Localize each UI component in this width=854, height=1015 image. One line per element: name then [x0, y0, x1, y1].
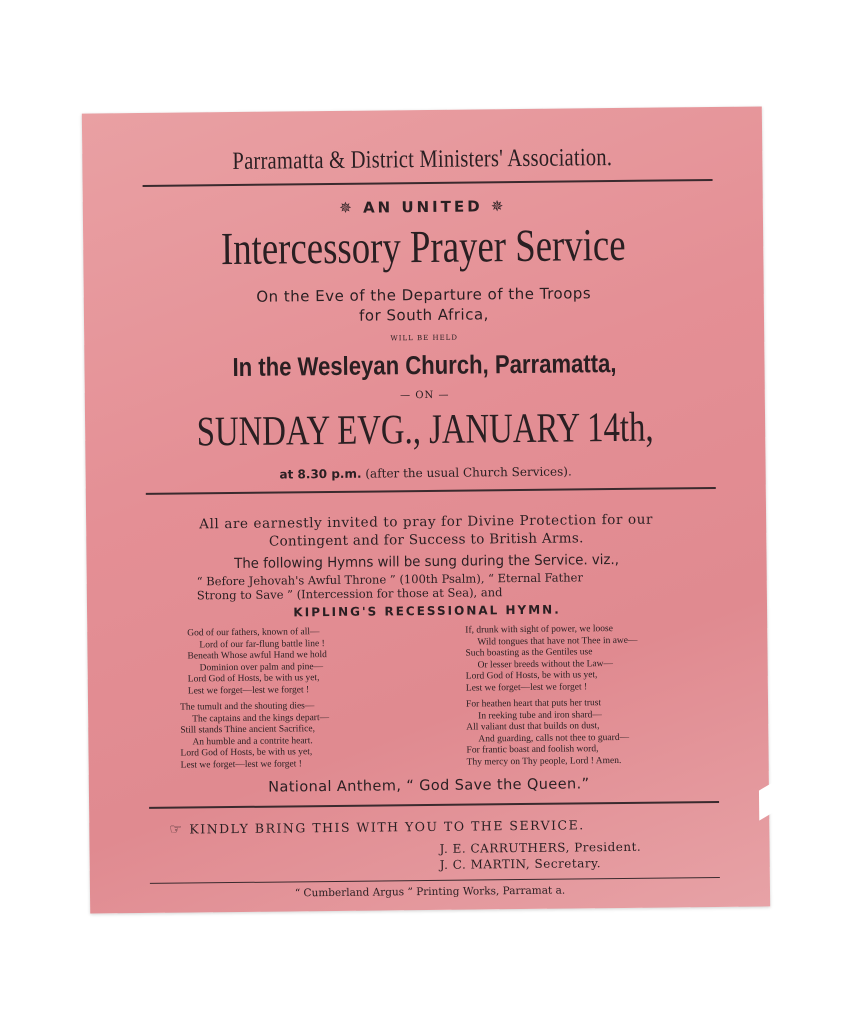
pointing-hand-icon: ☞ [169, 821, 184, 838]
on-label: — ON — [400, 389, 450, 402]
divider [149, 801, 719, 809]
verse-line: Beneath Whose awful Hand we hold [187, 650, 327, 662]
verse-3 [180, 701, 330, 772]
verse-line: Still stands Thine ancient Sacrifice, [180, 724, 315, 736]
verse-line: Lord of our far-flung battle line ! [199, 638, 325, 650]
kipling-title: KIPLING'S RECESSIONAL HYMN. [293, 602, 561, 620]
eve-line-2: for South Africa, [358, 305, 489, 325]
verse-line: Lest we forget—lest we forget ! [465, 681, 588, 694]
an-united-label: ✵ AN UNITED ✵ [339, 197, 507, 217]
time-bold: at 8.30 p.m. [279, 466, 362, 482]
hymn-list-line-2: Strong to Save ” (Intercession for those at Sea), and [196, 585, 503, 603]
verse-line: All valiant dust that builds on dust, [466, 721, 600, 733]
verse-line: In reeking tube and iron shard— [478, 709, 602, 721]
handbill-sheet [82, 106, 770, 913]
hymn-list-line-1: “ Before Jehovah's Awful Throne ” (100th Psalm), “ Eternal Father [196, 570, 584, 589]
invite-line-2: Contingent and for Success to British Arms. [268, 530, 584, 550]
time-line [86, 462, 766, 483]
verse-line: Thy mercy on Thy people, Lord ! Amen. [466, 755, 622, 768]
verse-line: God of our fathers, known of all— [187, 627, 320, 639]
organisation-heading: Parramatta & District Ministers' Association. [232, 144, 613, 176]
verse-line: If, drunk with sight of power, we loose [465, 624, 613, 636]
verse-1 [187, 627, 327, 697]
president-signature: J. E. CARRUTHERS, President. [439, 839, 642, 856]
eve-line-1: On the Eve of the Departure of the Troops [256, 284, 592, 306]
location-line: In the Wesleyan Church, Parramatta, [232, 347, 617, 383]
divider [146, 487, 716, 495]
invite-line-1: All are earnestly invited to pray for Divine Protection for our [199, 511, 654, 533]
verse-line: And guarding, calls not thee to guard— [478, 732, 630, 744]
verse-line: For heathen heart that puts her trust [465, 698, 602, 710]
verse-line: For frantic boast and foolish word, [466, 744, 599, 756]
anthem-line: National Anthem, “ God Save the Queen.” [268, 776, 590, 796]
torn-edge [759, 782, 773, 820]
bring-notice-text: KINDLY BRING THIS WITH YOU TO THE SERVICE. [189, 817, 585, 837]
date-line: SUNDAY EVG., JANUARY 14th, [196, 404, 654, 456]
verse-line: The captains and the kings depart— [192, 712, 330, 724]
verse-line: Lest we forget—lest we forget ! [180, 758, 302, 771]
verse-line: Lord God of Hosts, be with us yet, [187, 673, 320, 685]
printer-credit: “ Cumberland Argus ” Printing Works, Parramat a. [294, 884, 566, 900]
verse-line: An humble and a contrite heart. [192, 735, 313, 747]
verse-line: Lest we forget—lest we forget ! [187, 684, 310, 697]
bring-notice [169, 817, 585, 837]
divider [143, 179, 713, 187]
will-be-held-label: WILL BE HELD [390, 333, 458, 343]
verse-line: Such boasting as the Gentiles use [465, 647, 593, 659]
secretary-signature: J. C. MARTIN, Secretary. [439, 856, 602, 872]
verse-line: Lord God of Hosts, be with us yet, [465, 670, 598, 682]
verse-line: Or lesser breeds without the Law— [477, 658, 614, 670]
verse-line: Dominion over palm and pine— [199, 661, 324, 673]
verse-2 [465, 624, 638, 695]
time-note: (after the usual Church Services). [365, 464, 572, 481]
hymns-heading: The following Hymns will be sung during the Service. viz., [234, 551, 619, 573]
verse-line: Lord God of Hosts, be with us yet, [180, 747, 313, 759]
service-title: Intercessory Prayer Service [220, 218, 626, 275]
verse-line: The tumult and the shouting dies— [180, 701, 315, 713]
verse-4 [466, 698, 629, 769]
verse-line: Wild tongues that have not Thee in awe— [477, 635, 638, 647]
